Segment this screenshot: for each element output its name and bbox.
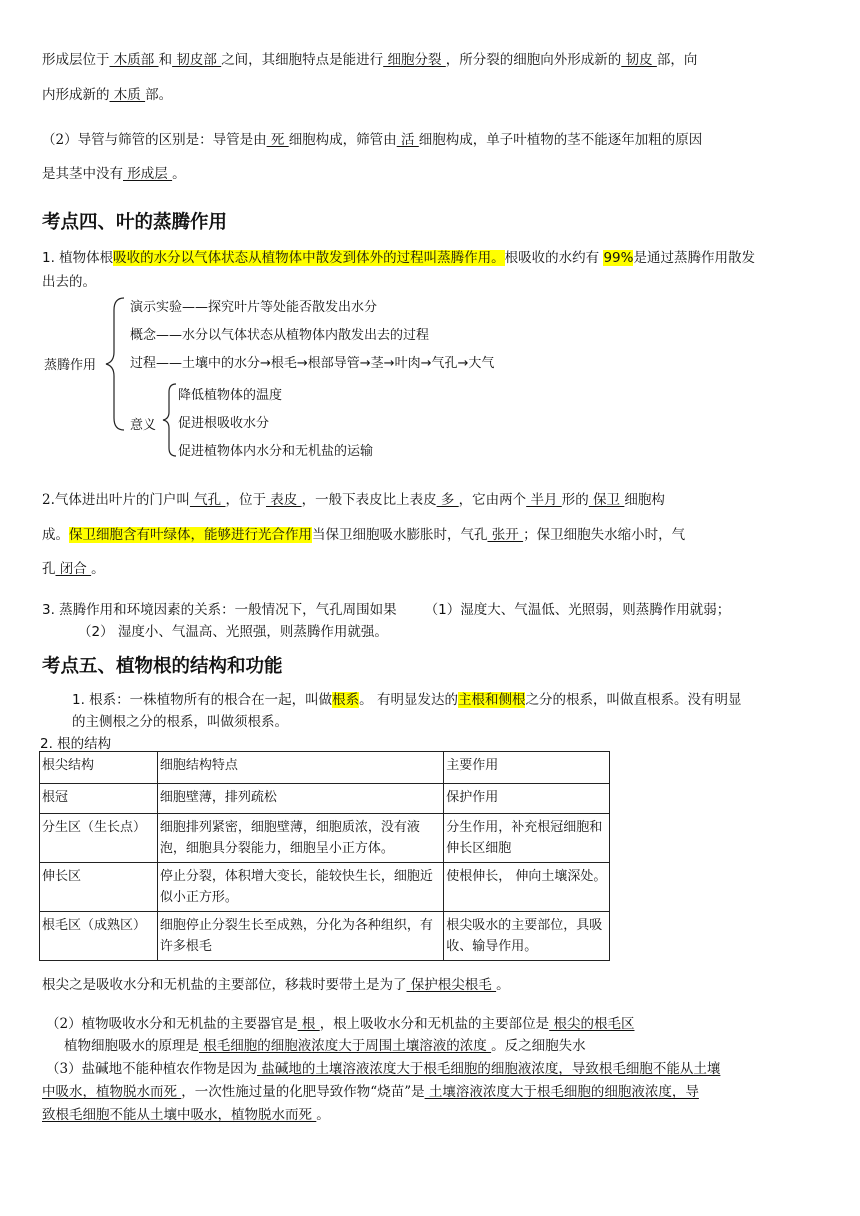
transp-p1-line-1: 1. 植物体根吸收的水分以气体状态从植物体中散发到体外的过程叫蒸腾作用。根吸收的水约有 99%是通过蒸腾作用散发	[42, 250, 755, 266]
root-system-line-2: 的主侧根之分的根系，叫做须根系。	[72, 714, 288, 730]
heading-roots: 考点五、植物根的结构和功能	[42, 656, 283, 677]
transp-p1-line-2: 出去的。	[42, 274, 96, 290]
table-cell: 分生作用，补充根冠细胞和伸长区细胞	[444, 814, 610, 863]
root-structure-title: 2. 根的结构	[40, 736, 112, 752]
vessel-sieve-line-2: 是其茎中没有 形成层 。	[42, 166, 186, 182]
root-tip-table	[39, 751, 610, 961]
table-cell: 分生区（生长点）	[40, 814, 158, 863]
diagram-root-label: 蒸腾作用	[44, 358, 97, 373]
table-cell: 细胞排列紧密，细胞壁薄，细胞质浓，没有液泡，细胞具分裂能力，细胞呈小正方体。	[157, 814, 443, 863]
table-cell: 使根伸长， 伸向土壤深处。	[444, 863, 610, 912]
absorption-line-2: 植物细胞吸水的原理是 根毛细胞的细胞液浓度大于周围土壤溶液的浓度 。反之细胞失水	[64, 1038, 586, 1054]
stomata-line-2: 成。保卫细胞含有叶绿体，能够进行光合作用当保卫细胞吸水膨胀时，气孔 张开 ；保卫细胞失水缩小时，气	[42, 527, 686, 543]
table-header-cell: 细胞结构特点	[157, 752, 443, 784]
env-factors-line-2: （2） 湿度小、气温高、光照强，则蒸腾作用就强。	[78, 624, 388, 640]
env-factors-line-1: 3. 蒸腾作用和环境因素的关系：一般情况下，气孔周围如果 （1）湿度大、气温低、光照弱，则蒸腾作用就弱；	[42, 602, 731, 618]
table-cell: 细胞壁薄，排列疏松	[157, 784, 443, 814]
diagram-main-brace	[104, 296, 130, 432]
formation-line-2: 内形成新的 木质 部。	[42, 87, 173, 103]
root-system-line-1: 1. 根系：一株植物所有的根合在一起，叫做根系。 有明显发达的主根和侧根之分的根系，叫做直根系。没有明显	[72, 692, 742, 708]
table-cell: 根尖吸水的主要部位，具吸收、输导作用。	[444, 912, 610, 961]
vessel-sieve-line-1: （2）导管与筛管的区别是：导管是由 死 细胞构成，筛管由 活 细胞构成，单子叶植物的茎不能逐年加粗的原因	[42, 132, 703, 148]
table-cell: 根冠	[40, 784, 158, 814]
stomata-line-1: 2.气体进出叶片的门户叫 气孔 ，位于 表皮 ，一般下表皮比上表皮 多 ，它由两个 半月 形的 保卫 细胞构	[42, 492, 665, 508]
table-row	[40, 784, 610, 814]
table-header-cell: 主要作用	[444, 752, 610, 784]
table-header-cell: 根尖结构	[40, 752, 158, 784]
diagram-meaning-item-3: 促进植物体内水分和无机盐的运输	[178, 444, 374, 459]
after-table-line: 根尖之是吸收水分和无机盐的主要部位，移栽时要带土是为了 保护根尖根毛 。	[42, 977, 510, 993]
diagram-meaning-label: 意义	[130, 418, 157, 433]
diagram-item-experiment: 演示实验——探究叶片等处能否散发出水分	[130, 300, 378, 315]
diagram-meaning-item-2: 促进根吸收水分	[178, 416, 270, 431]
table-cell: 细胞停止分裂生长至成熟，分化为各种组织，有许多根毛	[157, 912, 443, 961]
table-cell: 停止分裂，体积增大变长，能较快生长，细胞近似小正方形。	[157, 863, 443, 912]
table-cell: 根毛区（成熟区）	[40, 912, 158, 961]
diagram-item-concept: 概念——水分以气体状态从植物体内散发出去的过程	[130, 328, 430, 343]
table-cell: 保护作用	[444, 784, 610, 814]
absorption-line-1: （2）植物吸收水分和无机盐的主要器官是 根 ，根上吸收水分和无机盐的主要部位是 根尖的根毛区	[46, 1016, 635, 1032]
table-row	[40, 814, 610, 863]
saline-line-2: 中吸水，植物脱水而死 ，一次性施过量的化肥导致作物“烧苗”是 土壤溶液浓度大于根毛细胞的细胞液浓度，导	[42, 1084, 699, 1100]
diagram-meaning-brace	[160, 382, 180, 458]
table-cell: 伸长区	[40, 863, 158, 912]
diagram-item-process: 过程——土壤中的水分→根毛→根部导管→茎→叶肉→气孔→大气	[130, 356, 495, 371]
table-row	[40, 863, 610, 912]
formation-line-1: 形成层位于 木质部 和 韧皮部 之间，其细胞特点是能进行 细胞分裂 ，所分裂的细胞向外形成新的 韧皮 部，向	[42, 52, 698, 68]
saline-line-3: 致根毛细胞不能从土壤中吸水，植物脱水而死 。	[42, 1107, 330, 1123]
heading-transpiration: 考点四、叶的蒸腾作用	[42, 212, 228, 233]
saline-line-1: （3）盐碱地不能种植农作物是因为 盐碱地的土壤溶液浓度大于根毛细胞的细胞液浓度，导致根毛细胞不能从土壤	[46, 1061, 721, 1077]
table-header-row	[40, 752, 610, 784]
table-row	[40, 912, 610, 961]
stomata-line-3: 孔 闭合 。	[42, 561, 105, 577]
diagram-meaning-item-1: 降低植物体的温度	[178, 388, 283, 403]
